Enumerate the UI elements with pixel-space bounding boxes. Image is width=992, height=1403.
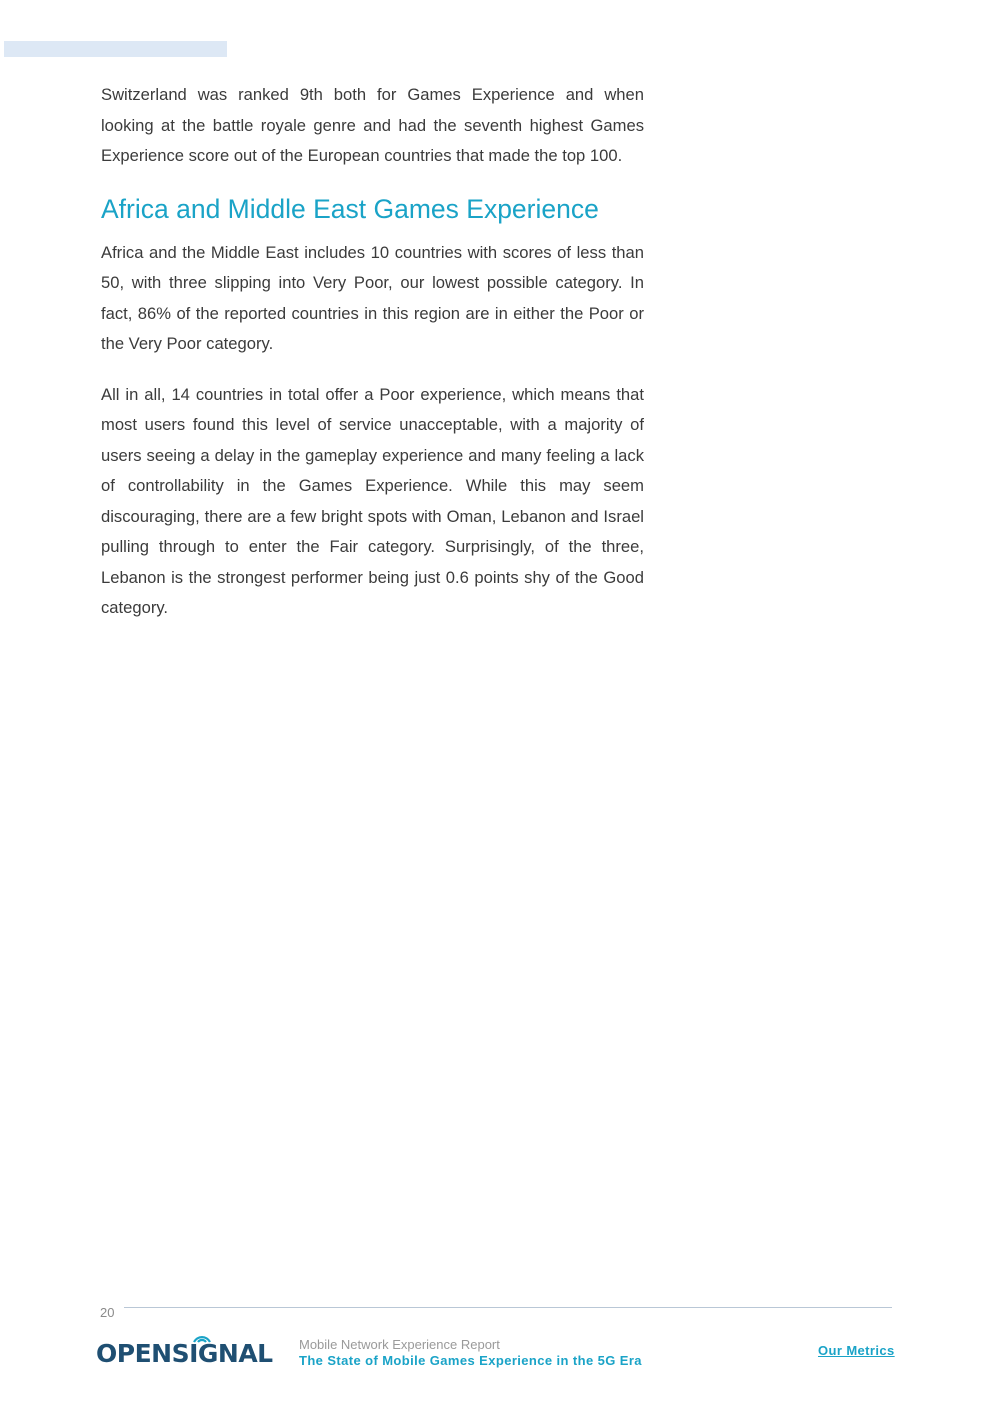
- opensignal-logo: [96, 1336, 273, 1368]
- paragraph-africa-overview: Africa and the Middle East includes 10 countries with scores of less than 50, with three slipping into Very Poor, our lowest possible category. In fact, 86% of the reported countries in this region are in either the Poor or the Very Poor category.: [101, 242, 644, 353]
- paragraph-switzerland: Switzerland was ranked 9th both for Games Experience and when looking at the battle royale genre and had the seventh highest Games Experience score out of the European countries that made the top 100.: [101, 85, 644, 165]
- page-number: 20: [100, 1305, 115, 1320]
- section-heading: Africa and Middle East Games Experience: [101, 193, 599, 224]
- header-accent-bar: [4, 41, 227, 57]
- footer-divider: [124, 1307, 892, 1308]
- main-content: [101, 80, 644, 624]
- paragraph-poor-experience: All in all, 14 countries in total offer a Poor experience, which means that most users found this level of service unacceptable, with a majority of users seeing a delay in the gameplay experience and many feeling a lack of controllability in the Games Experience. While this may seem discouraging, there are a few bright spots with Oman, Lebanon and Israel pulling through to enter the Fair category. Surprisingly, of the three, Lebanon is the strongest performer being just 0.6 points shy of the Good category.: [101, 384, 644, 617]
- footer-report-name: Mobile Network Experience Report: [299, 1337, 500, 1352]
- our-metrics-link[interactable]: Our Metrics: [818, 1343, 895, 1358]
- signal-waves-icon: [190, 1330, 214, 1344]
- logo-text: OPENSIGNAL: [96, 1339, 273, 1368]
- footer-report-title: The State of Mobile Games Experience in the 5G Era: [299, 1353, 642, 1368]
